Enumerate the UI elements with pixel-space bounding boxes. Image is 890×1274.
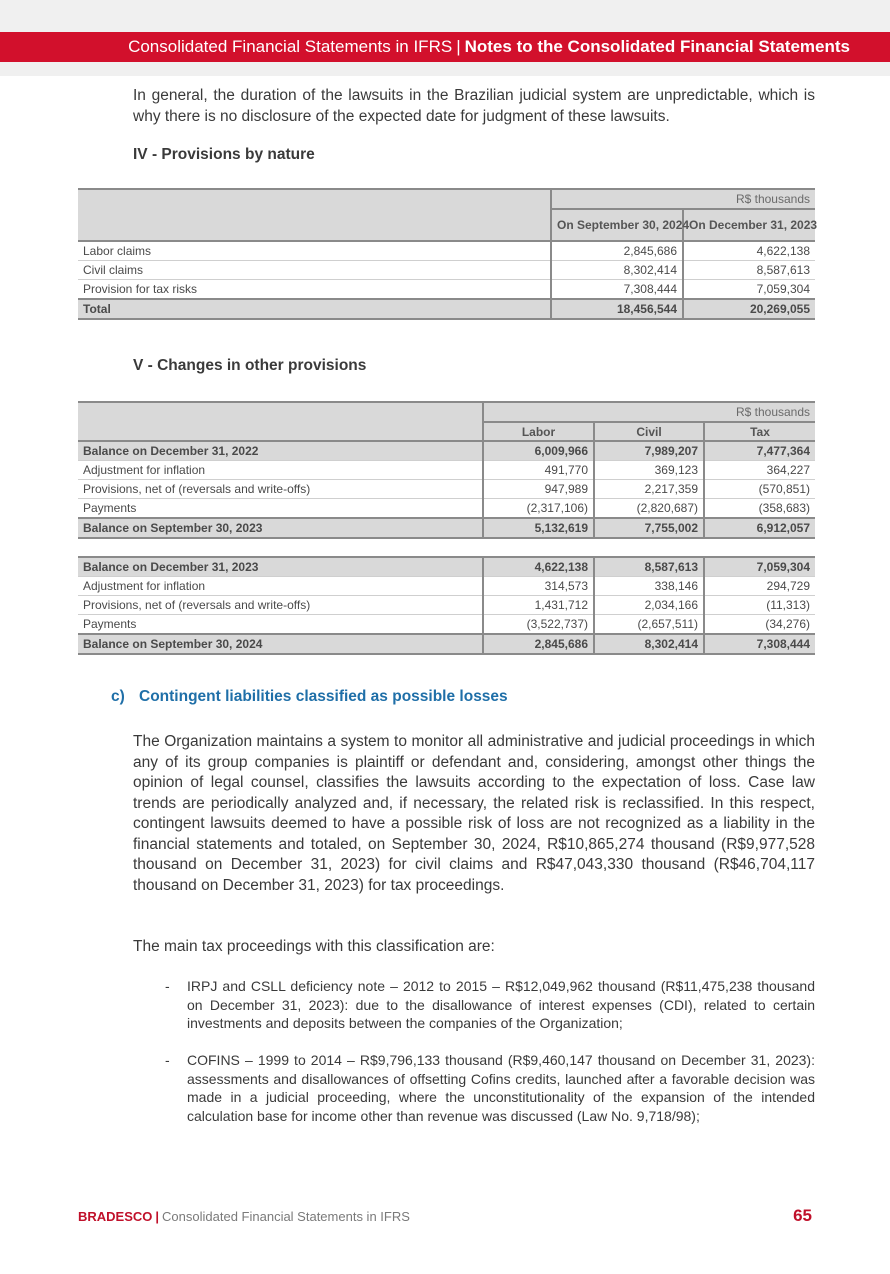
bullet-text: COFINS – 1999 to 2014 – R$9,796,133 thousand (R$9,460,147 thousand on December 31, 2023): assessments and disallowances of offsetting Cofins credits, launched after a favorable decision was made in a judicial proceeding, where the unconstitutionality of the expansion of the intended calculation base for income other than revenue was discussed (Law No. 9,718/98); <box>187 1052 815 1124</box>
row-label: Payments <box>78 615 483 635</box>
page-footer <box>78 1209 410 1224</box>
cell-value: 369,123 <box>594 461 704 480</box>
cell-value: 4,622,138 <box>683 241 815 261</box>
cell-value: 4,622,138 <box>483 557 594 577</box>
bullet-text: IRPJ and CSLL deficiency note – 2012 to 2015 – R$12,049,962 thousand (R$11,475,238 thousand on December 31, 2023): due to the disallowance of interest expenses (CDI), related to certain investments and deposits between the companies of the Organization; <box>187 978 815 1031</box>
row-label: Payments <box>78 499 483 519</box>
row-label: Provisions, net of (reversals and write-offs) <box>78 596 483 615</box>
table-row <box>78 441 815 461</box>
cell-value: (3,522,737) <box>483 615 594 635</box>
balance-row <box>78 518 815 538</box>
cell-value: 6,009,966 <box>483 441 594 461</box>
row-label: Balance on September 30, 2023 <box>78 518 483 538</box>
section-c-label: c) <box>111 688 125 705</box>
table-row <box>78 596 815 615</box>
cell-value: 7,308,444 <box>551 280 683 300</box>
main-tax-proceedings-intro: The main tax proceedings with this classification are: <box>133 938 495 955</box>
row-label: Provision for tax risks <box>78 280 551 300</box>
cell-value: 947,989 <box>483 480 594 499</box>
table-row <box>78 499 815 519</box>
brand-logo-text: BRADESCO <box>78 1209 153 1224</box>
changes-in-provisions-table <box>78 401 815 655</box>
cell-value: 2,845,686 <box>551 241 683 261</box>
list-item <box>165 1051 815 1125</box>
header-underband <box>0 62 890 76</box>
column-header: Civil <box>594 422 704 441</box>
cell-value: 6,912,057 <box>704 518 815 538</box>
cell-value: 7,989,207 <box>594 441 704 461</box>
header-section-title: Notes to the Consolidated Financial Statements <box>464 37 850 56</box>
cell-value: 2,845,686 <box>483 634 594 654</box>
list-item <box>165 977 815 1033</box>
cell-value: 2,217,359 <box>594 480 704 499</box>
top-band <box>0 0 890 32</box>
cell-value: (2,317,106) <box>483 499 594 519</box>
cell-value: 8,587,613 <box>683 261 815 280</box>
table-row <box>78 280 815 300</box>
cell-value: (358,683) <box>704 499 815 519</box>
cell-value: 7,755,002 <box>594 518 704 538</box>
cell-value: 8,302,414 <box>551 261 683 280</box>
header-separator: | <box>456 37 461 56</box>
cell-value: 338,146 <box>594 577 704 596</box>
cell-value: (34,276) <box>704 615 815 635</box>
column-header: Labor <box>483 422 594 441</box>
table-row <box>78 241 815 261</box>
footer-separator: | <box>155 1209 160 1224</box>
header-doc-title: Consolidated Financial Statements in IFRS <box>128 37 453 56</box>
cell-value: (2,657,511) <box>594 615 704 635</box>
footer-doc-title: Consolidated Financial Statements in IFRS <box>162 1209 410 1224</box>
table-header-blank <box>78 402 483 441</box>
cell-value: 364,227 <box>704 461 815 480</box>
column-header: On December 31, 2023 <box>683 209 815 241</box>
cell-value: 2,034,166 <box>594 596 704 615</box>
table-row <box>78 557 815 577</box>
provisions-by-nature-table <box>78 188 818 320</box>
cell-value: 8,302,414 <box>594 634 704 654</box>
cell-value: (11,313) <box>704 596 815 615</box>
total-row <box>78 299 815 319</box>
intro-paragraph: In general, the duration of the lawsuits in the Brazilian judicial system are unpredictable, which is why there is no disclosure of the expected date for judgment of these lawsuits. <box>133 87 815 125</box>
row-label: Balance on December 31, 2022 <box>78 441 483 461</box>
column-header: On September 30, 2024 <box>551 209 683 241</box>
row-label: Balance on September 30, 2024 <box>78 634 483 654</box>
table-row <box>78 577 815 596</box>
spacer-row <box>78 538 815 557</box>
cell-value: 7,308,444 <box>704 634 815 654</box>
cell-value: 5,132,619 <box>483 518 594 538</box>
contingent-liabilities-paragraph: The Organization maintains a system to monitor all administrative and judicial proceedings in which any of its group companies is plaintiff or defendant and, considering, amongst other things the opinion of legal counsel, classifies the lawsuits according to the expectation of loss. Case law trends are periodically analyzed and, if necessary, the related risk is reclassified. In this respect, contingent lawsuits deemed to have a possible risk of loss are not recognized as a liability in the financial statements and totaled, on September 30, 2024, R$10,865,274 thousand (R$9,977,528 thousand on December 31, 2023) for civil claims and R$47,043,330 thousand (R$46,704,117 thousand on December 31, 2023) for tax proceedings. <box>133 733 815 894</box>
row-label: Adjustment for inflation <box>78 461 483 480</box>
section-iv-title: IV - Provisions by nature <box>133 146 315 163</box>
table-row <box>78 480 815 499</box>
column-header: Tax <box>704 422 815 441</box>
cell-value: (2,820,687) <box>594 499 704 519</box>
table-header-blank <box>78 189 551 241</box>
row-label: Civil claims <box>78 261 551 280</box>
cell-value: 7,477,364 <box>704 441 815 461</box>
row-label: Total <box>78 299 551 319</box>
cell-value: 294,729 <box>704 577 815 596</box>
cell-value: 20,269,055 <box>683 299 815 319</box>
row-label: Labor claims <box>78 241 551 261</box>
page-header <box>0 32 890 62</box>
balance-row <box>78 634 815 654</box>
section-v-title: V - Changes in other provisions <box>133 357 367 374</box>
table-row <box>78 261 815 280</box>
cell-value: (570,851) <box>704 480 815 499</box>
cell-value: 18,456,544 <box>551 299 683 319</box>
cell-value: 1,431,712 <box>483 596 594 615</box>
section-c-heading <box>111 688 508 706</box>
row-label: Adjustment for inflation <box>78 577 483 596</box>
page-number: 65 <box>793 1206 812 1225</box>
cell-value: 491,770 <box>483 461 594 480</box>
unit-label: R$ thousands <box>551 189 815 209</box>
unit-label: R$ thousands <box>483 402 815 422</box>
cell-value: 7,059,304 <box>683 280 815 300</box>
bullet-dash: - <box>165 978 170 994</box>
cell-value: 8,587,613 <box>594 557 704 577</box>
table-row <box>78 461 815 480</box>
row-label: Provisions, net of (reversals and write-offs) <box>78 480 483 499</box>
table-row <box>78 615 815 635</box>
cell-value: 7,059,304 <box>704 557 815 577</box>
bullet-dash: - <box>165 1052 170 1068</box>
section-c-title: Contingent liabilities classified as possible losses <box>139 688 508 705</box>
row-label: Balance on December 31, 2023 <box>78 557 483 577</box>
cell-value: 314,573 <box>483 577 594 596</box>
